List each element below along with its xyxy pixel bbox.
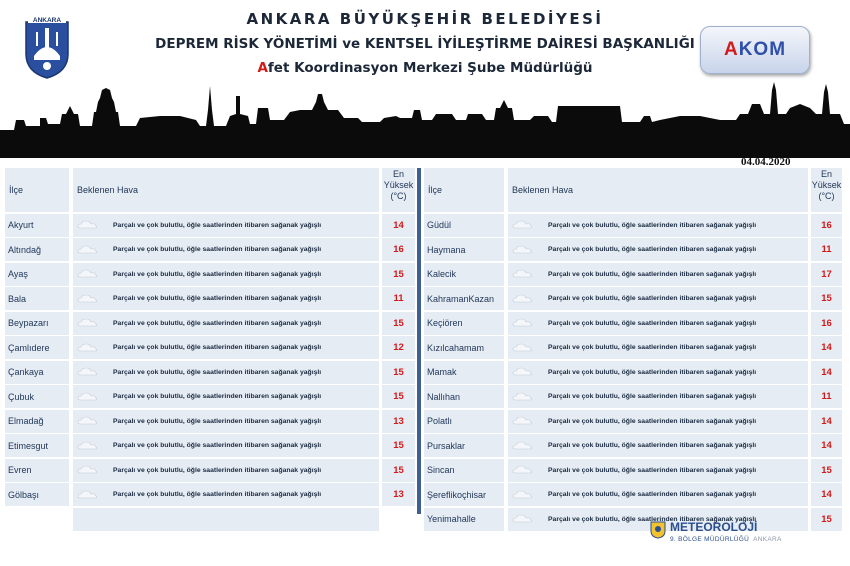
table-row xyxy=(5,238,415,261)
district-name: Çamlıdere xyxy=(5,336,69,359)
weather-header: Beklenen Hava xyxy=(508,168,808,212)
max-temp-header-line1: En xyxy=(392,169,404,179)
weather-text: Parçalı ve çok bulutlu, öğle saatlerinden itibaren sağanak yağışlı xyxy=(548,491,757,498)
akom-initial: A xyxy=(723,39,739,60)
weather-text: Parçalı ve çok bulutlu, öğle saatlerinden itibaren sağanak yağışlı xyxy=(548,368,757,376)
district-name: Evren xyxy=(5,459,69,482)
cloud-rain-icon xyxy=(512,514,534,524)
weather-description xyxy=(73,361,379,384)
district-name: Gölbaşı xyxy=(5,483,69,506)
weather-text: Parçalı ve çok bulutlu, öğle saatlerinden itibaren sağanak yağışlı xyxy=(113,295,322,302)
cloud-rain-icon xyxy=(77,392,99,402)
cloud-rain-icon xyxy=(77,318,99,328)
max-temp-header-line1: En xyxy=(820,169,832,179)
weather-description xyxy=(508,410,808,433)
district-name: Nallıhan xyxy=(424,385,504,408)
table-header xyxy=(424,168,842,212)
max-temperature: 15 xyxy=(382,459,415,482)
weather-description xyxy=(73,410,379,433)
district-name: Kızılcahamam xyxy=(424,336,504,359)
max-temperature: 15 xyxy=(811,459,842,482)
district-header: İlçe xyxy=(424,168,504,212)
weather-text: Parçalı ve çok bulutlu, öğle saatlerinden itibaren sağanak yağışlı xyxy=(113,393,322,400)
district-name: Şereflikoçhisar xyxy=(424,483,504,506)
table-row xyxy=(424,214,842,237)
table-row-empty xyxy=(5,508,415,531)
district-name: Keçiören xyxy=(424,312,504,335)
weather-text: Parçalı ve çok bulutlu, öğle saatlerinden itibaren sağanak yağışlı xyxy=(113,442,322,449)
weather-text: Parçalı ve çok bulutlu, öğle saatlerinden itibaren sağanak yağışlı xyxy=(113,466,322,474)
meteoroloji-region: 9. BÖLGE MÜDÜRLÜĞÜ xyxy=(670,536,750,543)
weather-text: Parçalı ve çok bulutlu, öğle saatlerinden itibaren sağanak yağışlı xyxy=(548,295,757,302)
cloud-rain-icon xyxy=(512,318,534,328)
empty-cell xyxy=(73,508,379,531)
table-divider xyxy=(417,168,421,514)
cloud-rain-icon xyxy=(77,343,99,353)
table-row xyxy=(424,508,842,531)
max-temperature: 11 xyxy=(811,238,842,261)
max-temperature: 11 xyxy=(811,385,842,408)
weather-description xyxy=(508,214,808,237)
weather-text: Parçalı ve çok bulutlu, öğle saatlerinden itibaren sağanak yağışlı xyxy=(113,417,322,425)
cloud-rain-icon xyxy=(512,441,534,451)
max-temp-header-line2: Yüksek xyxy=(383,180,414,190)
logo-text: ANKARA xyxy=(32,17,62,24)
district-name: Altındağ xyxy=(5,238,69,261)
district-name: Çankaya xyxy=(5,361,69,384)
district-name: Çubuk xyxy=(5,385,69,408)
weather-text: Parçalı ve çok bulutlu, öğle saatlerinden itibaren sağanak yağışlı xyxy=(548,515,757,523)
cloud-rain-icon xyxy=(512,367,534,377)
weather-text: Parçalı ve çok bulutlu, öğle saatlerinden itibaren sağanak yağışlı xyxy=(113,319,322,327)
table-row xyxy=(424,459,842,482)
district-name: Kalecik xyxy=(424,263,504,286)
weather-header: Beklenen Hava xyxy=(73,168,379,212)
weather-text: Parçalı ve çok bulutlu, öğle saatlerinden itibaren sağanak yağışlı xyxy=(548,466,757,474)
weather-description xyxy=(508,238,808,261)
weather-text: Parçalı ve çok bulutlu, öğle saatlerinden itibaren sağanak yağışlı xyxy=(113,368,322,376)
weather-text: Parçalı ve çok bulutlu, öğle saatlerinden itibaren sağanak yağışlı xyxy=(548,442,757,449)
table-row xyxy=(424,263,842,286)
cloud-rain-icon xyxy=(512,220,534,230)
table-row xyxy=(424,434,842,457)
cloud-rain-icon xyxy=(512,465,534,475)
weather-description xyxy=(73,214,379,237)
cloud-rain-icon xyxy=(77,416,99,426)
cloud-rain-icon xyxy=(77,294,99,304)
district-name: Mamak xyxy=(424,361,504,384)
max-temperature: 15 xyxy=(382,385,415,408)
weather-text: Parçalı ve çok bulutlu, öğle saatlerinden itibaren sağanak yağışlı xyxy=(548,319,757,327)
max-temperature: 12 xyxy=(382,336,415,359)
max-temperature: 16 xyxy=(811,312,842,335)
district-name: Bala xyxy=(5,287,69,310)
weather-description xyxy=(508,287,808,310)
district-name: Akyurt xyxy=(5,214,69,237)
table-row xyxy=(5,483,415,506)
max-temperature: 16 xyxy=(811,214,842,237)
weather-description xyxy=(73,434,379,457)
max-temperature: 14 xyxy=(382,214,415,237)
left-rows xyxy=(5,214,415,507)
weather-text: Parçalı ve çok bulutlu, öğle saatlerinden itibaren sağanak yağışlı xyxy=(548,246,757,253)
cloud-rain-icon xyxy=(77,465,99,475)
max-temperature: 13 xyxy=(382,410,415,433)
cloud-rain-icon xyxy=(512,416,534,426)
district-header: İlçe xyxy=(5,168,69,212)
weather-description xyxy=(508,459,808,482)
max-temperature: 15 xyxy=(382,434,415,457)
report-date: 04.04.2020 xyxy=(741,156,791,168)
max-temperature: 15 xyxy=(811,508,842,531)
max-temperature: 14 xyxy=(811,361,842,384)
max-temperature: 15 xyxy=(382,361,415,384)
left-forecast-table xyxy=(5,168,415,531)
weather-description xyxy=(73,385,379,408)
table-row xyxy=(5,312,415,335)
max-temperature: 14 xyxy=(811,410,842,433)
district-name: Pursaklar xyxy=(424,434,504,457)
max-temperature: 17 xyxy=(811,263,842,286)
cloud-rain-icon xyxy=(512,245,534,255)
title-line-1: ANKARA BÜYÜKŞEHİR BELEDİYESİ xyxy=(246,10,604,28)
max-temperature: 14 xyxy=(811,434,842,457)
weather-description xyxy=(73,459,379,482)
akom-logo xyxy=(700,26,810,74)
table-row xyxy=(5,263,415,286)
weather-description xyxy=(73,238,379,261)
cloud-rain-icon xyxy=(77,220,99,230)
cloud-rain-icon xyxy=(512,269,534,279)
table-row xyxy=(5,434,415,457)
weather-text: Parçalı ve çok bulutlu, öğle saatlerinden itibaren sağanak yağışlı xyxy=(113,246,322,253)
weather-description xyxy=(508,263,808,286)
city-skyline-icon xyxy=(0,80,850,158)
weather-text: Parçalı ve çok bulutlu, öğle saatlerinden itibaren sağanak yağışlı xyxy=(548,221,757,229)
table-row xyxy=(424,410,842,433)
district-name: Yenimahalle xyxy=(424,508,504,531)
right-rows xyxy=(424,214,842,531)
weather-text: Parçalı ve çok bulutlu, öğle saatlerinden itibaren sağanak yağışlı xyxy=(548,270,757,278)
akom-rest: KOM xyxy=(738,39,787,60)
district-name: Ayaş xyxy=(5,263,69,286)
max-temp-header-line2: Yüksek xyxy=(811,180,842,190)
weather-description xyxy=(508,434,808,457)
max-temperature: 15 xyxy=(382,312,415,335)
max-temp-header-line3: (°C) xyxy=(390,191,407,201)
max-temp-header xyxy=(811,168,842,212)
weather-text: Parçalı ve çok bulutlu, öğle saatlerinden itibaren sağanak yağışlı xyxy=(548,393,757,400)
cloud-rain-icon xyxy=(77,367,99,377)
district-name: Elmadağ xyxy=(5,410,69,433)
table-row xyxy=(5,214,415,237)
max-temperature: 14 xyxy=(811,483,842,506)
cloud-rain-icon xyxy=(77,441,99,451)
table-row xyxy=(424,361,842,384)
weather-text: Parçalı ve çok bulutlu, öğle saatlerinden itibaren sağanak yağışlı xyxy=(548,417,757,425)
cloud-rain-icon xyxy=(77,269,99,279)
table-row xyxy=(5,459,415,482)
max-temperature: 11 xyxy=(382,287,415,310)
meteoroloji-subtitle xyxy=(670,536,782,543)
cloud-rain-icon xyxy=(77,245,99,255)
table-row xyxy=(5,410,415,433)
cloud-rain-icon xyxy=(512,294,534,304)
district-name: Beypazarı xyxy=(5,312,69,335)
district-name: Güdül xyxy=(424,214,504,237)
district-name: Polatlı xyxy=(424,410,504,433)
weather-text: Parçalı ve çok bulutlu, öğle saatlerinden itibaren sağanak yağışlı xyxy=(113,491,322,498)
meteoroloji-city: ANKARA xyxy=(753,536,782,543)
cloud-rain-icon xyxy=(512,392,534,402)
table-row xyxy=(424,238,842,261)
meteoroloji-logo-icon xyxy=(650,521,666,539)
title-line-3-initial: A xyxy=(257,60,268,76)
weather-description xyxy=(508,312,808,335)
weather-description xyxy=(73,263,379,286)
right-forecast-table xyxy=(424,168,842,531)
meteoroloji-title: METEOROLOJİ xyxy=(670,520,758,534)
table-row xyxy=(424,336,842,359)
weather-description xyxy=(508,336,808,359)
weather-text: Parçalı ve çok bulutlu, öğle saatlerinden itibaren sağanak yağışlı xyxy=(548,344,757,351)
max-temperature: 15 xyxy=(382,263,415,286)
title-line-2: DEPREM RİSK YÖNETİMİ ve KENTSEL İYİLEŞTİRME DAİRESİ BAŞKANLIĞI xyxy=(155,36,695,52)
table-row xyxy=(5,361,415,384)
cloud-rain-icon xyxy=(77,490,99,500)
weather-description xyxy=(508,483,808,506)
weather-description xyxy=(73,287,379,310)
table-row xyxy=(5,385,415,408)
cloud-rain-icon xyxy=(512,343,534,353)
district-name: Etimesgut xyxy=(5,434,69,457)
district-name: Haymana xyxy=(424,238,504,261)
weather-description xyxy=(508,361,808,384)
max-temp-header xyxy=(382,168,415,212)
max-temp-header-line3: (°C) xyxy=(818,191,835,201)
table-row xyxy=(424,312,842,335)
district-name: KahramanKazan xyxy=(424,287,504,310)
max-temperature: 15 xyxy=(811,287,842,310)
table-row xyxy=(5,336,415,359)
weather-text: Parçalı ve çok bulutlu, öğle saatlerinden itibaren sağanak yağışlı xyxy=(113,270,322,278)
weather-description xyxy=(508,385,808,408)
title-line-3-rest: fet Koordinasyon Merkezi Şube Müdürlüğü xyxy=(267,60,593,76)
weather-text: Parçalı ve çok bulutlu, öğle saatlerinden itibaren sağanak yağışlı xyxy=(113,221,322,229)
table-row xyxy=(424,287,842,310)
max-temperature: 13 xyxy=(382,483,415,506)
table-row xyxy=(424,483,842,506)
table-header xyxy=(5,168,415,212)
table-row xyxy=(5,287,415,310)
weather-text: Parçalı ve çok bulutlu, öğle saatlerinden itibaren sağanak yağışlı xyxy=(113,344,322,351)
weather-description xyxy=(73,312,379,335)
max-temperature: 16 xyxy=(382,238,415,261)
district-name: Sincan xyxy=(424,459,504,482)
weather-description xyxy=(73,483,379,506)
table-row xyxy=(424,385,842,408)
max-temperature: 14 xyxy=(811,336,842,359)
cloud-rain-icon xyxy=(512,490,534,500)
weather-description xyxy=(73,336,379,359)
